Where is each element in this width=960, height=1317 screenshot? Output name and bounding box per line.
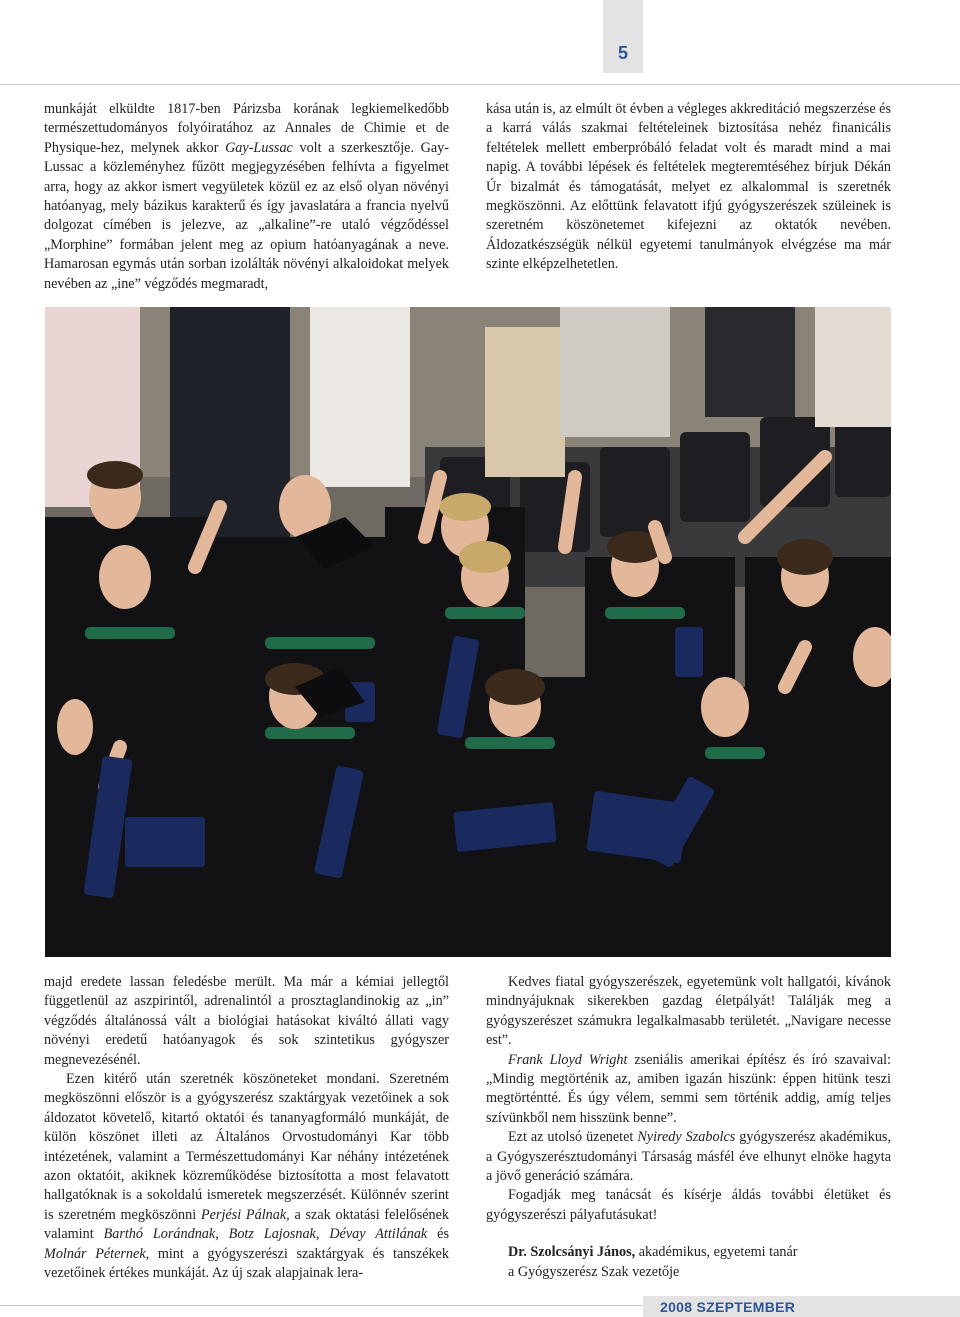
signature-role: a Gyógyszerész Szak vezetője	[508, 1263, 680, 1280]
paragraph	[44, 1070, 449, 1283]
article-column-bottom-left	[44, 973, 449, 1284]
issue-date: 2008 SZEPTEMBER	[660, 1299, 796, 1315]
author-title: akadémikus, egyetemi tanár	[635, 1244, 798, 1261]
text-run: a szak oktatási felelősének valamint	[44, 1206, 450, 1243]
paragraph	[44, 100, 449, 294]
person-name: Molnár Péternek,	[44, 1245, 150, 1262]
person-name: Frank Lloyd Wright	[508, 1051, 628, 1068]
signature	[486, 1243, 891, 1262]
footer-rule	[0, 1305, 643, 1306]
paragraph	[486, 1051, 891, 1129]
paragraph: majd eredete lassan feledésbe merült. Ma már a kémiai jellegtől függetlenül az aszpirintől, adrenalintól a prosztaglandinokig az „in” végződés általánossá vált a biológiai hatásokat kiváltó állati vagy növényi eredetű hatóanyagok és sok szintetikus gyógyszer megnevezésénél.	[44, 974, 449, 1068]
person-name: Perjési Pálnak,	[200, 1206, 290, 1223]
page-number: 5	[617, 43, 628, 63]
graduation-photo-image	[45, 307, 891, 957]
graduation-photo	[45, 307, 891, 957]
paragraph: kása után is, az elmúlt öt évben a végleges akkreditáció megszerzése és a karrá válás szakmai feltételeinek biztosítása nehéz finanicális feltételek mellett emberpróbáló feladat volt és maradt mind a mai napig. A további lépések és feltételek megteremtéséhez bírjuk Dékán Úr bizalmát és támogatását, melyet ez alkalommal is szeretnék megköszönni. Az előttünk felavatott ifjú gyógyszerészek szüleinek is szeretném köszönetemet kifejezni az oktatók nevében. Áldozatkészségük nélkül egyetemi tanulmányok elvégzése ma már szinte elképzelhetetlen.	[486, 101, 891, 273]
article-column-top-left	[44, 100, 449, 294]
text-run: zseniális amerikai építész és író szavaival: „Mindig megtörténik az, amiben igazán hiszünk: éppen hitünk teszi megtörténtté. És úgy vélem, semmi sem történik addig, amíg teljes szívünkből nem hisszünk benne”.	[486, 1051, 891, 1126]
person-names: Barthó Lorándnak, Botz Lajosnak, Dévay Attilának	[103, 1226, 428, 1243]
text-run: és	[427, 1226, 449, 1243]
text-run: Ezen kitérő után szeretnék köszöneteket mondani. Szeretném megköszönni először is a gyógyszerész szaktárgyak vezetőinek a sok áldozatot követelő, kitartó oktatói és tananyagformáló munkáját, de külön köszönet illeti az Általános Orvostudományi Kar több intézetének, valamint a Természettudományi Kar néhány intézetének azon oktatóit, akiknek közreműködése biztosította a most felavatott hallgatóknak is a sokoldalú ismeretek megszerzését. Különnév szerint is szeretném megköszönni	[44, 1071, 449, 1223]
text-run: mint a gyógyszerészi szaktárgyak és tanszékek vezetőinek értékes munkáját. Az új szak alapjainak lera-	[44, 1245, 449, 1282]
text-run: munkáját elküldte 1817-ben Párizsba korának legkiemelkedőbb természettudományos folyóiratához az Annales de Chimie et de Physique-hez, melynek akkor	[44, 101, 449, 156]
text-run: Ezt az utolsó üzenetet	[508, 1129, 638, 1146]
paragraph: Kedves fiatal gyógyszerészek, egyetemünk volt hallgatói, kívánok mindnyájuknak sikerekben gazdag életpályát! Találják meg a gyógyszerészet számukra legalkalmasabb területét. „Navigare necesse est”.	[486, 974, 891, 1049]
header-rule	[0, 84, 960, 85]
paragraph	[486, 1128, 891, 1186]
page-number-box	[603, 0, 643, 73]
article-column-top-right	[486, 100, 891, 275]
text-run: gyógyszerész akadémikus, a Gyógyszerésztudományi Társaság másfél éve elhunyt elnöke hagyta a jövő generáció számára.	[486, 1129, 891, 1185]
article-column-bottom-right	[486, 973, 891, 1282]
person-name: Gay-Lussac	[225, 139, 293, 156]
author-name: Dr. Szolcsányi János,	[508, 1244, 636, 1261]
person-name: Nyiredy Szabolcs	[637, 1129, 736, 1146]
paragraph: Fogadják meg tanácsát és kísérje áldás további életüket és gyógyszerészi pályafutásukat!	[486, 1187, 891, 1223]
text-run: volt a szerkesztője. Gay-Lussac a közleményhez fűzött megjegyzésében felhívta a figyelmet arra, hogy az akkor ismert vegyületek közül ez az első olyan növényi hatóanyag, mely bázikus karakterű és így javaslatára a francia nyelvű dolgozat címében is jelezve, az „alkaline”-re utaló végződéssel „Morphine” formában jelent meg az opium hatóanyagának a neve. Hamarosan egymás után sorban izolálták növényi alkaloidokat melyek nevében az „ine” végződés megmaradt,	[44, 139, 449, 292]
